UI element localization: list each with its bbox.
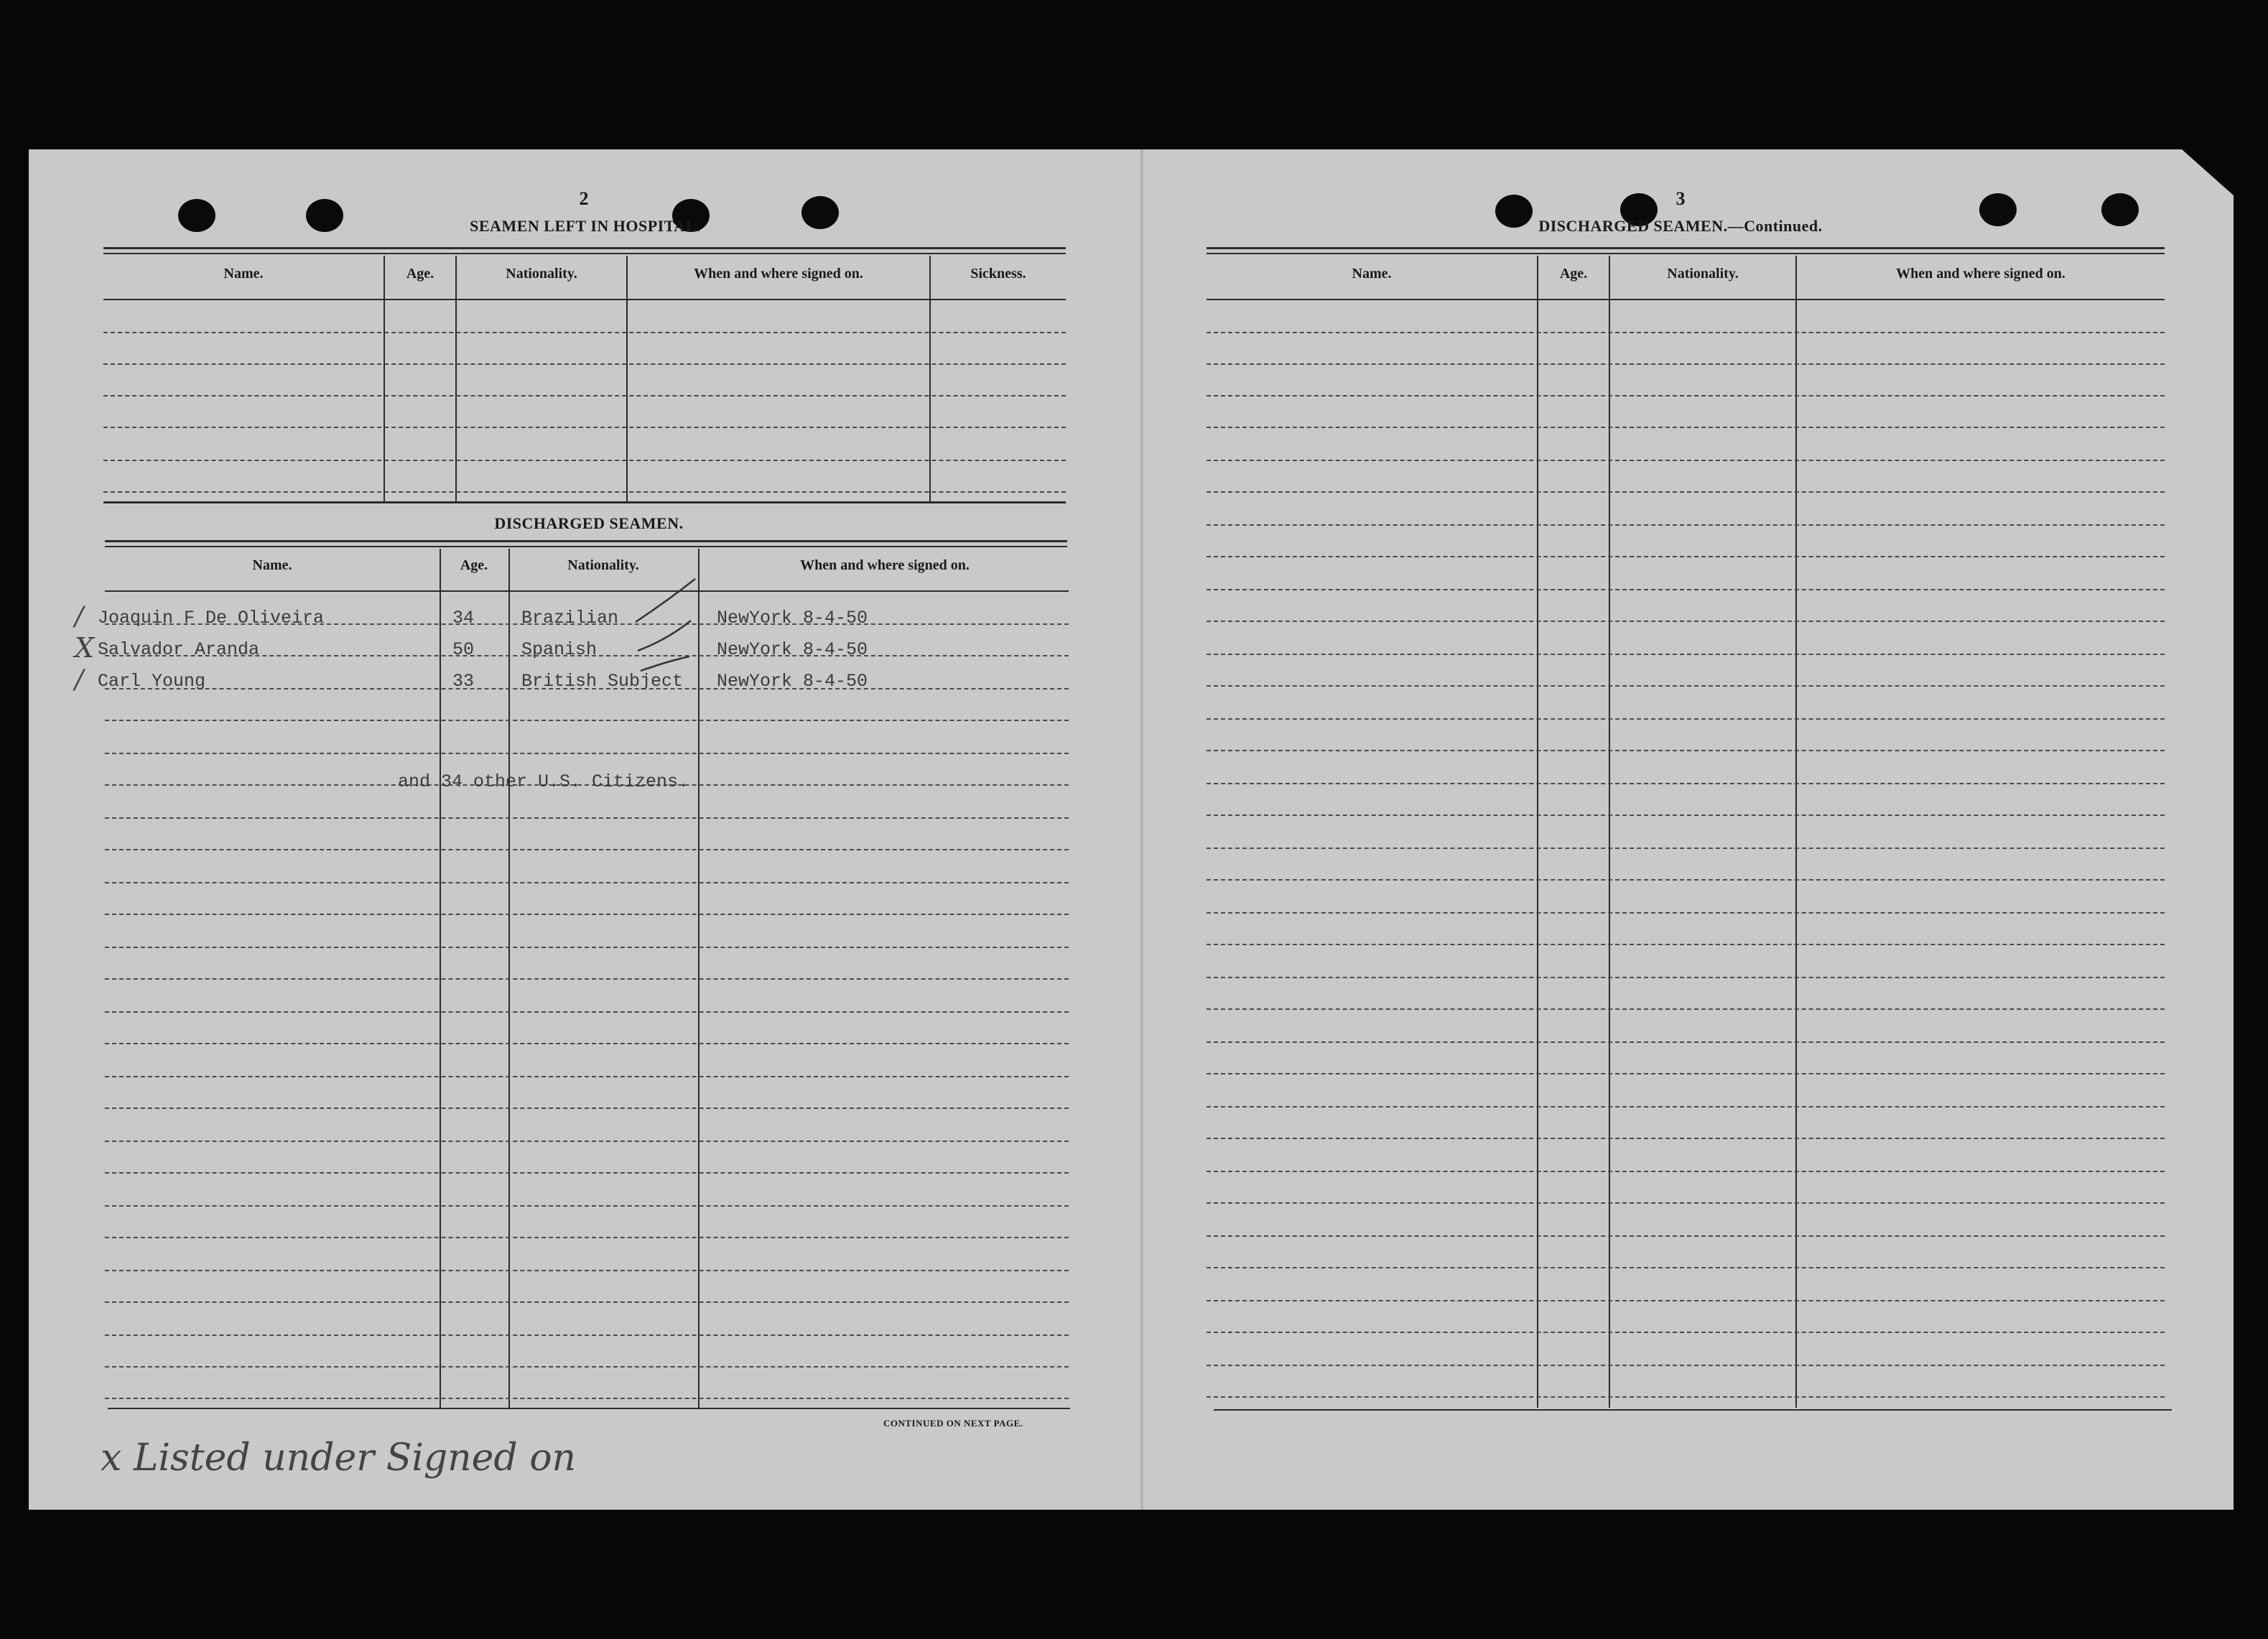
ruled-line	[1207, 654, 2165, 655]
row-name: Carl Young	[98, 671, 206, 692]
rule	[1214, 1409, 2172, 1411]
ruled-line	[1207, 1235, 2165, 1237]
other-citizens-line: and 34 other U.S. Citizens.	[398, 771, 689, 792]
row-nationality: British Subject	[521, 671, 684, 692]
row-signed-on: NewYork 8-4-50	[717, 608, 868, 628]
row-name: Salvador Aranda	[98, 639, 260, 660]
ruled-line	[1207, 556, 2165, 557]
ruled-line	[1207, 1300, 2165, 1301]
ruled-line	[1207, 879, 2165, 881]
page-number-left: 2	[579, 188, 589, 209]
ruled-line	[1207, 814, 2165, 816]
page-number-right: 3	[1676, 188, 1686, 209]
discharged-col-name: Name.	[252, 557, 292, 573]
hospital-col-name: Name.	[223, 266, 264, 282]
ruled-line	[1207, 589, 2165, 590]
ruled-line	[1207, 848, 2165, 849]
discharged-col-signed-on: When and where signed on.	[800, 557, 970, 573]
row-signed-on: NewYork 8-4-50	[717, 639, 868, 660]
ruled-line	[1207, 1202, 2165, 1204]
ruled-line	[1207, 332, 2165, 333]
right-col-name: Name.	[1352, 266, 1392, 282]
right-col-nationality: Nationality.	[1667, 266, 1739, 282]
ruled-line	[1207, 1138, 2165, 1139]
row-nationality: Spanish	[521, 639, 598, 660]
ruled-line	[1207, 912, 2165, 914]
discharged-col-age: Age.	[460, 557, 488, 573]
row-age: 34	[452, 608, 475, 628]
ruled-line	[1207, 1267, 2165, 1268]
ruled-line	[1207, 1171, 2165, 1172]
ruled-line	[1207, 1008, 2165, 1010]
ruled-line	[1207, 1041, 2165, 1043]
ruled-line	[1207, 1365, 2165, 1366]
ruled-line	[1207, 783, 2165, 784]
rule	[1207, 247, 2165, 249]
row-mark: /	[75, 602, 84, 631]
ruled-line	[1207, 1332, 2165, 1333]
ruled-line	[1207, 944, 2165, 945]
continued-note: CONTINUED ON NEXT PAGE.	[883, 1418, 1023, 1429]
ruled-line	[1207, 363, 2165, 365]
ruled-line	[1207, 685, 2165, 687]
ruled-line	[1207, 1396, 2165, 1398]
row-age: 50	[452, 639, 475, 660]
rule	[1207, 253, 2165, 254]
ruled-line	[1207, 718, 2165, 720]
header-underline	[1207, 299, 2165, 300]
discharged-continued-title: DISCHARGED SEAMEN.—Continued.	[1538, 217, 1823, 235]
ruled-line	[1207, 524, 2165, 526]
ruled-line	[1207, 460, 2165, 461]
ruled-line	[1207, 1073, 2165, 1074]
row-mark: X	[75, 632, 95, 664]
row-nationality: Brazilian	[521, 608, 619, 628]
ruled-line	[1207, 1106, 2165, 1108]
row-age: 33	[452, 671, 475, 692]
row-mark: /	[75, 665, 84, 695]
hospital-col-nationality: Nationality.	[506, 266, 577, 282]
handwritten-note: x Listed under Signed on	[101, 1436, 577, 1480]
ruled-line	[1207, 491, 2165, 493]
ruled-line	[1207, 427, 2165, 428]
discharged-col-nationality: Nationality.	[567, 557, 639, 573]
hospital-col-age: Age.	[406, 266, 434, 282]
ruled-line	[1207, 621, 2165, 622]
ruled-line	[1207, 750, 2165, 751]
hospital-section-title: SEAMEN LEFT IN HOSPITAL.	[470, 217, 701, 235]
right-col-signed-on: When and where signed on.	[1896, 266, 2065, 282]
ruled-line	[1207, 395, 2165, 396]
row-signed-on: NewYork 8-4-50	[717, 671, 868, 692]
ruled-line	[1207, 977, 2165, 978]
discharged-section-title: DISCHARGED SEAMEN.	[494, 514, 684, 532]
row-name: Joaquin F De Oliveira	[98, 608, 325, 628]
hospital-col-signed-on: When and where signed on.	[694, 266, 863, 282]
right-col-age: Age.	[1559, 266, 1588, 282]
hospital-col-sickness: Sickness.	[970, 266, 1026, 282]
